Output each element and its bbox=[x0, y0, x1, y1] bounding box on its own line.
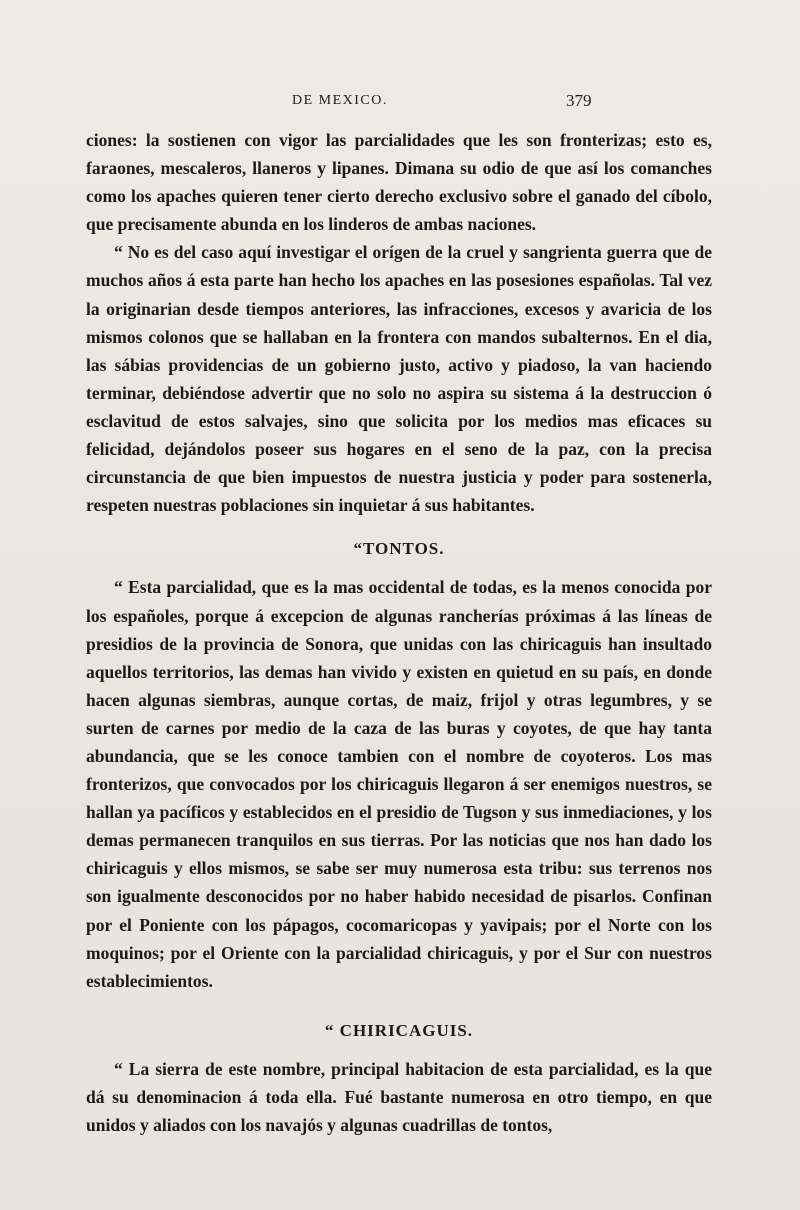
page-number: 379 bbox=[566, 91, 592, 110]
paragraph: “ La sierra de este nombre, principal habitacion de esta parcialidad, es la que dá su denominacion á toda ella. Fué bastante numerosa en otro tiempo, en que unidos y aliados con los navajós y algunas cuadrillas de tontos, bbox=[86, 1058, 712, 1136]
body-text bbox=[86, 126, 712, 1139]
section-heading-tontos: “TONTOS. bbox=[353, 539, 445, 559]
paragraph: “ Esta parcialidad, que es la mas occidental de todas, es la menos conocida por los españoles, porque á excepcion de algunas rancherías próximas á las líneas de presidios de la provincia de Sonora, que unidas con las chiricaguis han insultado aquellos territorios, las demas han vivido y existen en quietud en su país, en donde hacen algunas siembras, aunque cortas, de maiz, frijol y otras legumbres, y se surten de carnes por medio de la caza de las buras y coyotes, de que hay tanta abundancia, que se les conoce tambien con el nombre de coyoteros. Los mas fronterizos, que convocados por los chiricaguis llegaron á ser enemigos nuestros, se hallan ya pacíficos y establecidos en el presidio de Tugson y sus inmediaciones, y los demas permanecen tranquilos en sus tierras. Por las noticias que nos han dado los chiricaguis y ellos mismos, se sabe ser muy numerosa esta tribu: sus terrenos nos son igualmente desconocidos por no haber habido necesidad de pisarlos. Confinan por el Poniente con los pápagos, cocomaricopas y yavipais; por el Norte con los moquinos; por el Oriente con la parcialidad chiricaguis, y por el Sur con nuestros establecimientos. bbox=[86, 577, 712, 991]
paragraph: “ No es del caso aquí investigar el orígen de la cruel y sangrienta guerra que de muchos años á esta parte han hecho los apaches en las posesiones españolas. Tal vez la originarian desde tiempos anteriores, las infracciones, excesos y avaricia de los mismos colonos que se hallaban en la frontera con mandos subalternos. En el dia, las sábias providencias de un gobierno justo, activo y piadoso, la van haciendo terminar, debiéndose advertir que no solo no aspira su sistema á la destruccion ó esclavitud de estos salvajes, sino que solicita por los medios mas eficaces su felicidad, dejándolos poseer sus hogares en el seno de la paz, con la precisa circunstancia de que bien impuestos de nuestra justicia y poder para sostenerla, respeten nuestras poblaciones sin inquietar á sus habitantes. bbox=[86, 242, 712, 516]
page-header bbox=[0, 93, 800, 119]
paragraph: ciones: la sostienen con vigor las parcialidades que les son fronterizas; esto es, faraones, mescaleros, llaneros y lipanes. Dimana su odio de que así los comanches como los apaches quieren tener cierto derecho exclusivo sobre el ganado del cíbolo, que precisamente abunda en los linderos de ambas naciones. bbox=[86, 130, 712, 235]
running-head: DE MEXICO. bbox=[292, 93, 388, 108]
section-heading-chiricaguis: “ CHIRICAGUIS. bbox=[324, 1020, 474, 1040]
